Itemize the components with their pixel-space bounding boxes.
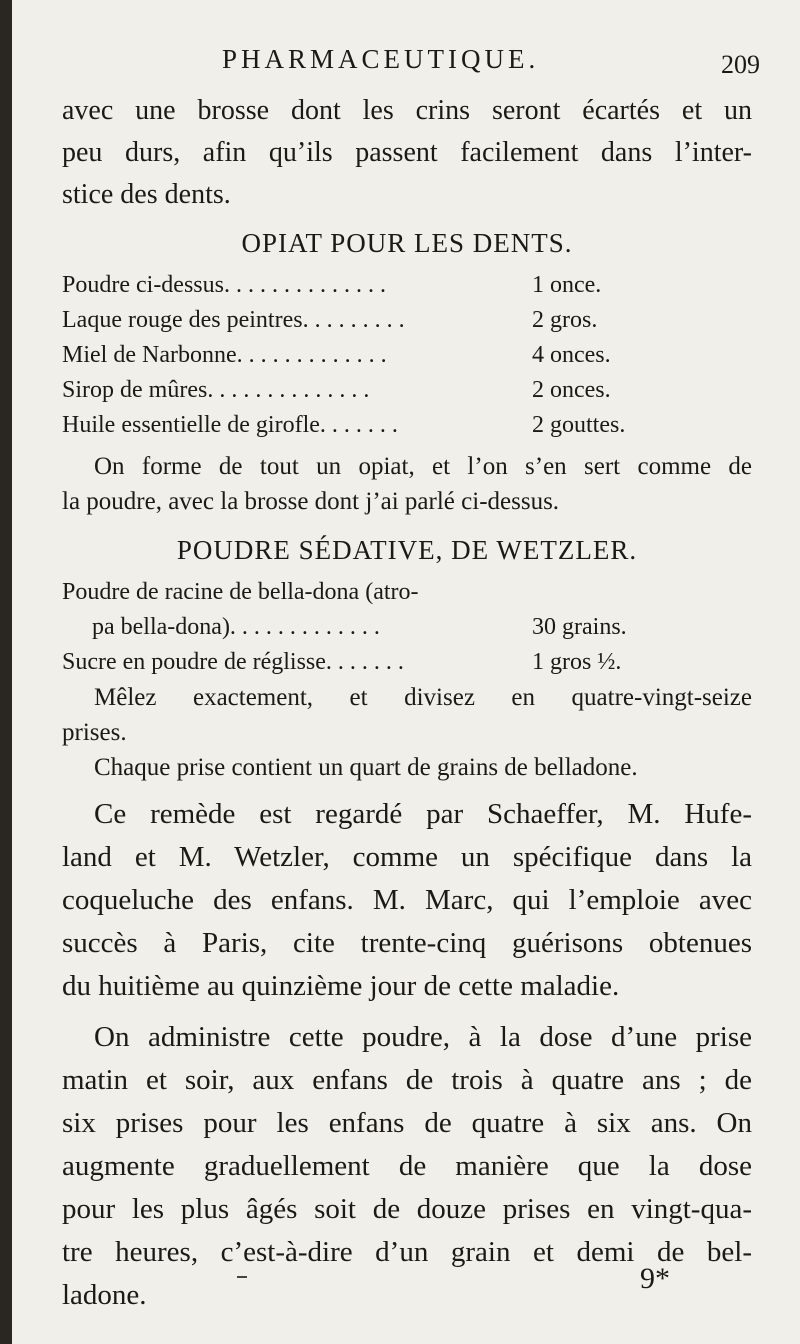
text-line: On forme de tout un opiat, et l’on s’en sert comme de [94, 453, 752, 480]
poudre-recipe [62, 575, 752, 680]
ingredient-name: Laque rouge des peintres. . . . . . . . . [62, 307, 405, 333]
ingredient-row [62, 645, 752, 680]
ingredient-name: Sirop de mûres. . . . . . . . . . . . . . [62, 377, 370, 403]
page-header [62, 44, 760, 84]
text-line: la poudre, avec la brosse dont j’ai parlé ci-dessus. [62, 488, 560, 515]
text-line: stice des dents. [62, 179, 231, 210]
ingredient-row [62, 575, 752, 610]
ingredient-name: Poudre ci-dessus. . . . . . . . . . . . . . [62, 272, 386, 298]
text-line: succès à Paris, cite trente-cinq guérisons obtenues [62, 927, 752, 959]
text-line: six prises pour les enfans de quatre à six ans. On [62, 1107, 752, 1139]
opiat-heading: OPIAT POUR LES DENTS. [241, 228, 573, 258]
ingredient-quantity: 4 onces. [532, 342, 611, 368]
text-line: tre heures, c’est-à-dire d’un grain et demi de bel- [62, 1236, 752, 1268]
ingredient-name: Huile essentielle de girofle. . . . . . . [62, 412, 398, 438]
ingredient-quantity: 2 gouttes. [532, 412, 626, 438]
ingredient-name-continued: pa bella-dona). . . . . . . . . . . . . [92, 614, 380, 640]
ingredient-name: Miel de Narbonne. . . . . . . . . . . . . [62, 342, 387, 368]
ingredient-quantity: 1 once. [532, 272, 602, 298]
text-line: Ce remède est regardé par Schaeffer, M. Hufe- [94, 798, 752, 830]
opiat-instructions [62, 449, 752, 519]
text-line: du huitième au quinzième jour de cette maladie. [62, 970, 620, 1002]
text-line: augmente graduellement de manière que la dose [62, 1150, 752, 1182]
ingredient-quantity: 1 gros ½. [532, 649, 622, 675]
text-line: On administre cette poudre, à la dose d’une prise [94, 1021, 752, 1053]
page-body [62, 90, 752, 1317]
ingredient-row [62, 408, 752, 443]
ingredient-quantity: 2 gros. [532, 307, 598, 333]
ingredient-quantity: 30 grains. [532, 614, 627, 640]
ingredient-name: Sucre en poudre de réglisse. . . . . . . [62, 649, 404, 675]
intro-paragraph [62, 90, 752, 216]
ingredient-row [62, 610, 752, 645]
ingredient-row [62, 338, 752, 373]
ingredient-row [62, 373, 752, 408]
text-line: ladone. [62, 1279, 147, 1311]
text-line: pour les plus âgés soit de douze prises en vingt-qua- [62, 1193, 752, 1225]
text-line: coqueluche des enfans. M. Marc, qui l’emploie avec [62, 884, 752, 916]
ingredient-row [62, 303, 752, 338]
ingredient-row [62, 268, 752, 303]
poudre-heading: POUDRE SÉDATIVE, DE WETZLER. [176, 535, 638, 565]
text-line: prises. [62, 719, 127, 746]
text-line: peu durs, afin qu’ils passent facilement dans l’inter- [62, 137, 752, 168]
ingredient-quantity: 2 onces. [532, 377, 611, 403]
signature-mark: 9* [640, 1262, 670, 1295]
text-line: avec une brosse dont les crins seront écartés et un [62, 95, 752, 126]
poudre-instructions [62, 680, 752, 785]
text-line: land et M. Wetzler, comme un spécifique dans la [62, 841, 752, 873]
text-line: matin et soir, aux enfans de trois à quatre ans ; de [62, 1064, 752, 1096]
footer-dash [237, 1276, 247, 1278]
paragraph-efficacy [62, 793, 752, 1008]
text-line: Mêlez exactement, et divisez en quatre-vingt-seize [94, 684, 752, 711]
text-line: Chaque prise contient un quart de grains de belladone. [94, 754, 638, 781]
opiat-recipe [62, 268, 752, 443]
running-title: PHARMACEUTIQUE. [222, 44, 540, 74]
ingredient-name: Poudre de racine de bella-dona (atro- [62, 579, 419, 605]
page-number: 209 [721, 50, 760, 79]
